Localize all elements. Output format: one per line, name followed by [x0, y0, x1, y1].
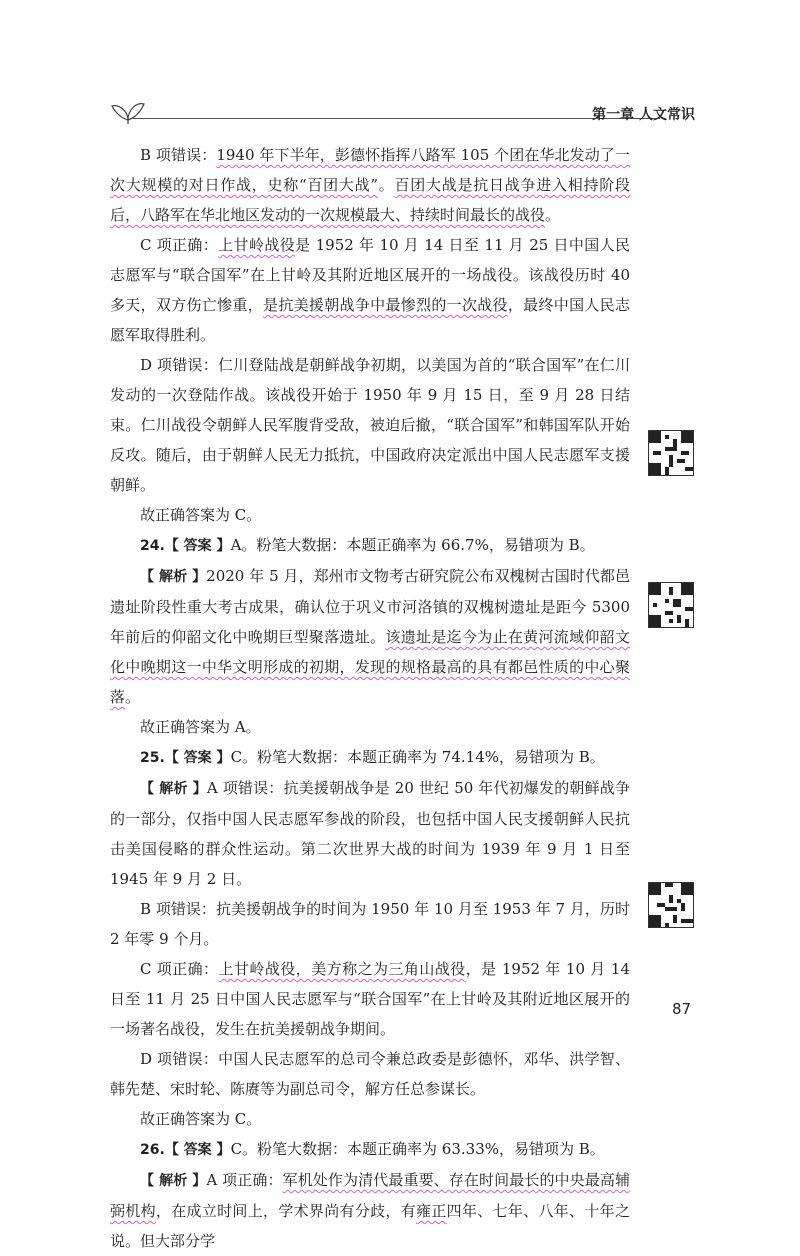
text-run: ，最终中国人民志愿军取得胜利。 — [110, 296, 630, 344]
paragraph — [110, 1044, 630, 1104]
header-rule — [130, 118, 660, 119]
paragraph — [110, 230, 630, 350]
qr-pattern-icon — [649, 583, 693, 627]
text-run: 。 — [545, 206, 561, 224]
qr-pattern-icon — [649, 883, 693, 927]
text-run: A 项正确： — [206, 1171, 283, 1189]
label-tag: 【 解析 】 — [140, 569, 207, 585]
qr-code-icon[interactable] — [648, 430, 694, 476]
answer-line — [110, 1134, 630, 1165]
chapter-title: 第一章 人文常识 — [592, 107, 695, 123]
paragraph — [110, 561, 630, 712]
text-run: C。粉笔大数据：本题正确率为 63.33%，易错项为 B。 — [230, 1140, 605, 1158]
text-run: B 项错误： — [140, 146, 217, 164]
paragraph — [110, 350, 630, 500]
text-run: A 项错误：抗美援朝战争是 20 世纪 50 年代初爆发的朝鲜战争的一部分，仅指中国人民志愿军参战的阶段，也包括中国人民支援朝鲜人民抗击美国侵略的群众性运动。第二次世界大战的时间为 1939 年 9 月 1 日至 1945 年 9 月 2 日。 — [110, 779, 630, 888]
underlined-text: 1940 年下半年，彭德怀指挥八路军 105 个团在华北发动了一次大规模的对日作战，史称“百团大战” — [110, 146, 630, 194]
label-tag: 25.【 答案 】 — [140, 750, 231, 766]
text-run: 。 — [125, 688, 141, 706]
underlined-text: 上甘岭战役，美方称之为三角山战役 — [218, 960, 466, 978]
label-tag: 【 解析 】 — [140, 781, 207, 797]
text-run: D 项错误：仁川登陆战是朝鲜战争初期，以美国为首的“联合国军”在仁川发动的一次登陆作战。该战役开始于 1950 年 9 月 15 日，至 9 月 28 日结束。仁川战役令朝鲜人民军腹背受敌，被迫后撤，“联合国军”和韩国军队开始反攻。随后，由于朝鲜人民无力抵抗，中国政府决定派出中国人民志愿军支援朝鲜。 — [110, 356, 630, 494]
underlined-text: 是抗美援朝战争中最惨烈的一次战役 — [263, 296, 508, 314]
page-number: 87 — [672, 1000, 692, 1018]
text-run: B 项错误：抗美援朝战争的时间为 1950 年 10 月至 1953 年 7 月，历时 2 年零 9 个月。 — [110, 900, 630, 948]
text-run: C 项正确： — [140, 960, 219, 978]
text-run: A。粉笔大数据：本题正确率为 66.7%，易错项为 B。 — [230, 536, 595, 554]
paragraph — [110, 1165, 630, 1256]
text-run: ，是 1952 年 10 月 14 日至 11 月 25 日中国人民志愿军与“联合国军”在上甘岭及其附近地区展开的一场著名战役，发生在抗美援朝战争期间。 — [110, 960, 630, 1038]
running-header — [110, 96, 740, 126]
underlined-text: 上甘岭战役 — [218, 236, 296, 254]
underlined-text: 该遗址是迄今为止在黄河流域仰韶文化中晚期这一中华文明形成的初期，发现的规格最高的具有都邑性质的中心聚落 — [110, 628, 630, 706]
paragraph — [110, 894, 630, 954]
text-run: 四年、七年、八年、十年之说。但大部分学 — [110, 1202, 630, 1250]
underlined-text: 雍正 — [416, 1202, 447, 1220]
leaf-sprout-icon — [110, 96, 146, 124]
answer-line — [110, 530, 630, 561]
text-run: ，在成立时间上，学术界尚有分歧，有 — [155, 1202, 417, 1220]
text-run: 故正确答案为 A。 — [140, 718, 261, 736]
label-tag: 【 解析 】 — [140, 1173, 207, 1189]
text-run: 。 — [378, 176, 395, 194]
text-run: 2020 年 5 月，郑州市文物考古研究院公布双槐树古国时代都邑遗址阶段性重大考古成果，确认位于巩义市河洛镇的双槐树遗址是距今 5300 年前后的仰韶文化中晚期巨型聚落遗址。 — [110, 567, 630, 646]
paragraph — [110, 954, 630, 1044]
paragraph — [110, 500, 630, 530]
qr-code-icon[interactable] — [648, 582, 694, 628]
text-run: 故正确答案为 C。 — [140, 506, 262, 524]
text-run: C 项正确： — [140, 236, 219, 254]
text-run: 是 1952 年 10 月 14 日至 11 月 25 日中国人民志愿军与“联合国军”在上甘岭及其附近地区展开的一场战役。该战役历时 40 多天，双方伤亡惨重， — [110, 236, 630, 314]
qr-pattern-icon — [649, 431, 693, 475]
text-run: 故正确答案为 C。 — [140, 1110, 262, 1128]
paragraph — [110, 1104, 630, 1134]
answer-line — [110, 742, 630, 773]
text-run: C。粉笔大数据：本题正确率为 74.14%，易错项为 B。 — [230, 748, 605, 766]
text-run: D 项错误：中国人民志愿军的总司令兼总政委是彭德怀，邓华、洪学智、韩先楚、宋时轮、陈赓等为副总司令，解方任总参谋长。 — [110, 1050, 630, 1098]
underlined-text: 军机处作为清代最重要、存在时间最长的中央最高辅弼机构 — [110, 1171, 630, 1220]
label-tag: 24.【 答案 】 — [140, 538, 231, 554]
label-tag: 26.【 答案 】 — [140, 1142, 231, 1158]
qr-code-icon[interactable] — [648, 882, 694, 928]
main-text — [110, 140, 630, 1256]
paragraph — [110, 140, 630, 230]
paragraph — [110, 773, 630, 894]
paragraph — [110, 712, 630, 742]
underlined-text: 百团大战是抗日战争进入相持阶段后，八路军在华北地区发动的一次规模最大、持续时间最长的战役 — [110, 176, 630, 224]
